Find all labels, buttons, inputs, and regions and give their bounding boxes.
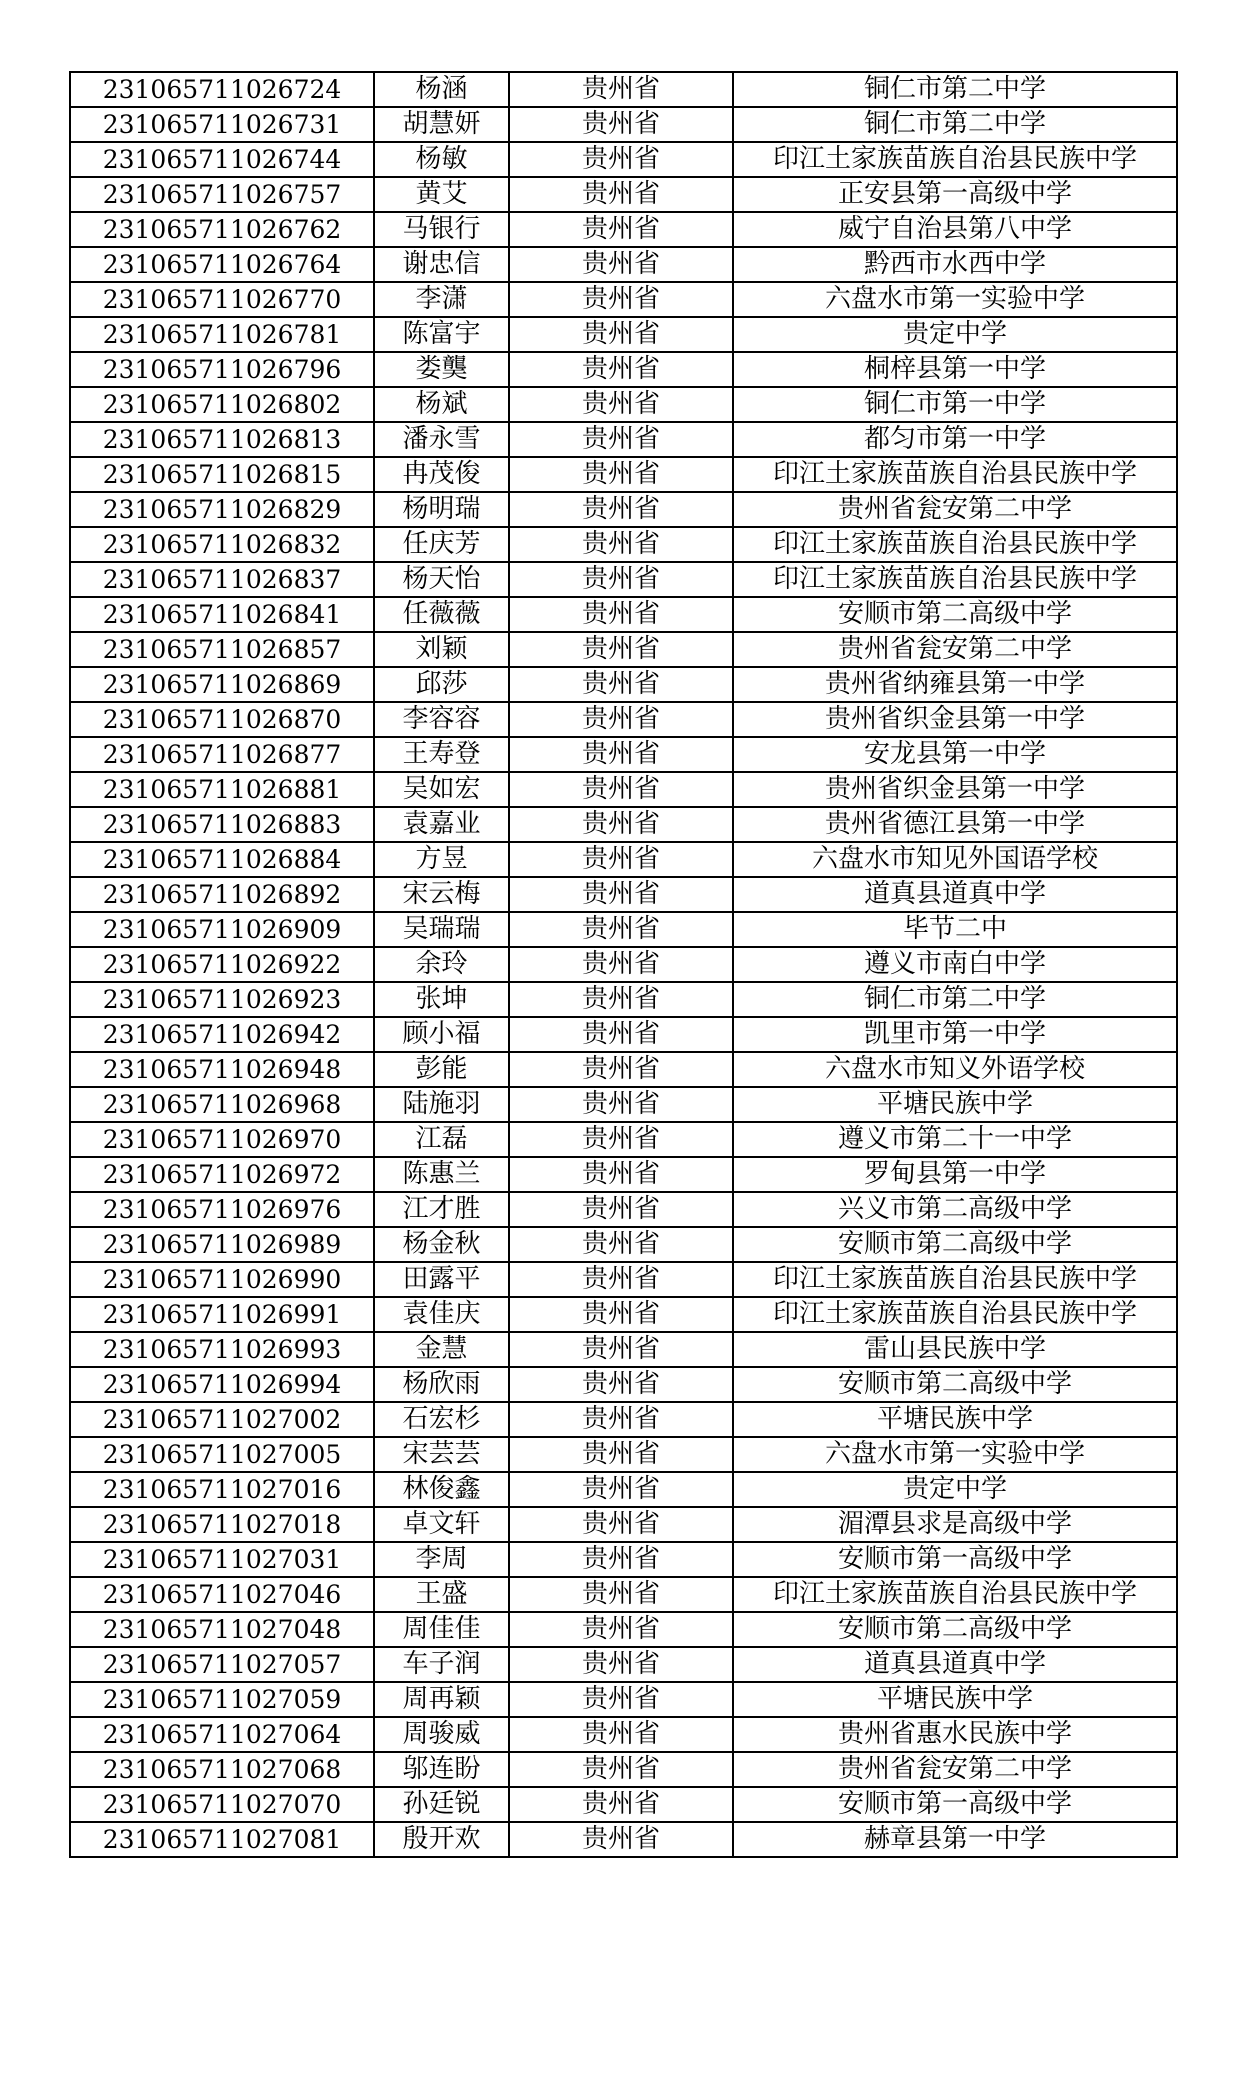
candidate-id-cell: 231065711026724	[70, 72, 374, 107]
table-row	[70, 177, 1177, 212]
student-name-cell: 吴如宏	[374, 772, 509, 807]
student-name-cell: 陈惠兰	[374, 1157, 509, 1192]
table-row	[70, 597, 1177, 632]
province-cell: 贵州省	[509, 212, 733, 247]
school-cell: 安顺市第二高级中学	[733, 597, 1177, 632]
school-cell: 道真县道真中学	[733, 1647, 1177, 1682]
table-row	[70, 877, 1177, 912]
table-row	[70, 1192, 1177, 1227]
province-cell: 贵州省	[509, 1472, 733, 1507]
school-cell: 安顺市第二高级中学	[733, 1367, 1177, 1402]
table-row	[70, 947, 1177, 982]
school-cell: 铜仁市第二中学	[733, 72, 1177, 107]
table-row	[70, 247, 1177, 282]
candidate-id-cell: 231065711026989	[70, 1227, 374, 1262]
province-cell: 贵州省	[509, 807, 733, 842]
student-name-cell: 谢忠信	[374, 247, 509, 282]
province-cell: 贵州省	[509, 737, 733, 772]
student-name-cell: 林俊鑫	[374, 1472, 509, 1507]
school-cell: 平塘民族中学	[733, 1087, 1177, 1122]
candidate-id-cell: 231065711026923	[70, 982, 374, 1017]
candidate-id-cell: 231065711027081	[70, 1822, 374, 1857]
candidate-id-cell: 231065711026884	[70, 842, 374, 877]
candidate-id-cell: 231065711026815	[70, 457, 374, 492]
province-cell: 贵州省	[509, 492, 733, 527]
province-cell: 贵州省	[509, 422, 733, 457]
school-cell: 都匀市第一中学	[733, 422, 1177, 457]
candidate-id-cell: 231065711026994	[70, 1367, 374, 1402]
table-row	[70, 1787, 1177, 1822]
school-cell: 安顺市第二高级中学	[733, 1612, 1177, 1647]
school-cell: 贵定中学	[733, 317, 1177, 352]
table-row	[70, 142, 1177, 177]
province-cell: 贵州省	[509, 1577, 733, 1612]
candidate-id-cell: 231065711026990	[70, 1262, 374, 1297]
candidate-id-cell: 231065711027016	[70, 1472, 374, 1507]
school-cell: 贵州省瓮安第二中学	[733, 632, 1177, 667]
student-name-cell: 李潇	[374, 282, 509, 317]
school-cell: 印江土家族苗族自治县民族中学	[733, 562, 1177, 597]
table-row	[70, 1507, 1177, 1542]
candidate-id-cell: 231065711026813	[70, 422, 374, 457]
school-cell: 印江土家族苗族自治县民族中学	[733, 457, 1177, 492]
school-cell: 安顺市第一高级中学	[733, 1787, 1177, 1822]
school-cell: 贵州省德江县第一中学	[733, 807, 1177, 842]
school-cell: 六盘水市知见外国语学校	[733, 842, 1177, 877]
table-row	[70, 422, 1177, 457]
province-cell: 贵州省	[509, 1087, 733, 1122]
school-cell: 安龙县第一中学	[733, 737, 1177, 772]
school-cell: 六盘水市知义外语学校	[733, 1052, 1177, 1087]
province-cell: 贵州省	[509, 1227, 733, 1262]
province-cell: 贵州省	[509, 1752, 733, 1787]
province-cell: 贵州省	[509, 1682, 733, 1717]
school-cell: 黔西市水西中学	[733, 247, 1177, 282]
school-cell: 湄潭县求是高级中学	[733, 1507, 1177, 1542]
student-name-cell: 娄龑	[374, 352, 509, 387]
school-cell: 赫章县第一中学	[733, 1822, 1177, 1857]
student-name-cell: 宋云梅	[374, 877, 509, 912]
province-cell: 贵州省	[509, 1157, 733, 1192]
school-cell: 铜仁市第二中学	[733, 107, 1177, 142]
table-row	[70, 72, 1177, 107]
student-name-cell: 余玲	[374, 947, 509, 982]
table-row	[70, 912, 1177, 947]
table-row	[70, 107, 1177, 142]
student-name-cell: 马银行	[374, 212, 509, 247]
province-cell: 贵州省	[509, 352, 733, 387]
school-cell: 道真县道真中学	[733, 877, 1177, 912]
student-name-cell: 石宏杉	[374, 1402, 509, 1437]
school-cell: 贵州省织金县第一中学	[733, 702, 1177, 737]
province-cell: 贵州省	[509, 1122, 733, 1157]
province-cell: 贵州省	[509, 1367, 733, 1402]
table-row	[70, 737, 1177, 772]
school-cell: 毕节二中	[733, 912, 1177, 947]
school-cell: 贵州省瓮安第二中学	[733, 492, 1177, 527]
table-row	[70, 212, 1177, 247]
table-row	[70, 317, 1177, 352]
province-cell: 贵州省	[509, 1787, 733, 1822]
table-row	[70, 1647, 1177, 1682]
student-name-cell: 张坤	[374, 982, 509, 1017]
province-cell: 贵州省	[509, 562, 733, 597]
candidate-id-cell: 231065711026942	[70, 1017, 374, 1052]
candidate-id-cell: 231065711026832	[70, 527, 374, 562]
table-row	[70, 1227, 1177, 1262]
school-cell: 平塘民族中学	[733, 1402, 1177, 1437]
school-cell: 罗甸县第一中学	[733, 1157, 1177, 1192]
school-cell: 贵州省瓮安第二中学	[733, 1752, 1177, 1787]
school-cell: 贵州省惠水民族中学	[733, 1717, 1177, 1752]
school-cell: 贵州省织金县第一中学	[733, 772, 1177, 807]
candidate-id-cell: 231065711026976	[70, 1192, 374, 1227]
student-name-cell: 陈富宇	[374, 317, 509, 352]
student-name-cell: 顾小福	[374, 1017, 509, 1052]
table-row	[70, 527, 1177, 562]
table-row	[70, 772, 1177, 807]
candidate-id-cell: 231065711026762	[70, 212, 374, 247]
province-cell: 贵州省	[509, 1717, 733, 1752]
table-row	[70, 1367, 1177, 1402]
province-cell: 贵州省	[509, 877, 733, 912]
table-row	[70, 492, 1177, 527]
table-row	[70, 842, 1177, 877]
student-name-cell: 刘颖	[374, 632, 509, 667]
school-cell: 六盘水市第一实验中学	[733, 282, 1177, 317]
table-row	[70, 1402, 1177, 1437]
school-cell: 雷山县民族中学	[733, 1332, 1177, 1367]
candidate-id-cell: 231065711027057	[70, 1647, 374, 1682]
table-row	[70, 1577, 1177, 1612]
province-cell: 贵州省	[509, 1542, 733, 1577]
province-cell: 贵州省	[509, 457, 733, 492]
school-cell: 六盘水市第一实验中学	[733, 1437, 1177, 1472]
table-row	[70, 1682, 1177, 1717]
student-name-cell: 周佳佳	[374, 1612, 509, 1647]
student-name-cell: 杨涵	[374, 72, 509, 107]
student-name-cell: 邱莎	[374, 667, 509, 702]
province-cell: 贵州省	[509, 282, 733, 317]
table-row	[70, 667, 1177, 702]
candidate-id-cell: 231065711027005	[70, 1437, 374, 1472]
student-name-cell: 李容容	[374, 702, 509, 737]
student-name-cell: 金慧	[374, 1332, 509, 1367]
table-row	[70, 1017, 1177, 1052]
student-name-cell: 袁佳庆	[374, 1297, 509, 1332]
school-cell: 桐梓县第一中学	[733, 352, 1177, 387]
student-name-cell: 周再颖	[374, 1682, 509, 1717]
student-name-cell: 周骏威	[374, 1717, 509, 1752]
student-name-cell: 田露平	[374, 1262, 509, 1297]
school-cell: 安顺市第一高级中学	[733, 1542, 1177, 1577]
table-row	[70, 387, 1177, 422]
table-row	[70, 1822, 1177, 1857]
student-name-cell: 王盛	[374, 1577, 509, 1612]
province-cell: 贵州省	[509, 1612, 733, 1647]
table-row	[70, 1472, 1177, 1507]
table-row	[70, 562, 1177, 597]
province-cell: 贵州省	[509, 72, 733, 107]
student-name-cell: 王寿登	[374, 737, 509, 772]
province-cell: 贵州省	[509, 597, 733, 632]
table-row	[70, 1717, 1177, 1752]
candidate-id-cell: 231065711026802	[70, 387, 374, 422]
candidate-id-cell: 231065711026970	[70, 1122, 374, 1157]
student-name-cell: 彭能	[374, 1052, 509, 1087]
candidate-id-cell: 231065711026796	[70, 352, 374, 387]
student-name-cell: 陆施羽	[374, 1087, 509, 1122]
province-cell: 贵州省	[509, 842, 733, 877]
table-row	[70, 1752, 1177, 1787]
student-name-cell: 胡慧妍	[374, 107, 509, 142]
province-cell: 贵州省	[509, 1052, 733, 1087]
school-cell: 安顺市第二高级中学	[733, 1227, 1177, 1262]
table-row	[70, 1157, 1177, 1192]
student-name-cell: 杨敏	[374, 142, 509, 177]
student-name-cell: 方昱	[374, 842, 509, 877]
candidate-id-cell: 231065711026892	[70, 877, 374, 912]
candidate-id-cell: 231065711026869	[70, 667, 374, 702]
table-row	[70, 1437, 1177, 1472]
student-name-cell: 卓文轩	[374, 1507, 509, 1542]
candidate-id-cell: 231065711026781	[70, 317, 374, 352]
province-cell: 贵州省	[509, 1192, 733, 1227]
school-cell: 印江土家族苗族自治县民族中学	[733, 142, 1177, 177]
student-name-cell: 袁嘉业	[374, 807, 509, 842]
candidate-id-cell: 231065711027018	[70, 1507, 374, 1542]
student-name-cell: 潘永雪	[374, 422, 509, 457]
province-cell: 贵州省	[509, 912, 733, 947]
province-cell: 贵州省	[509, 667, 733, 702]
roster-body	[70, 72, 1177, 1857]
school-cell: 铜仁市第二中学	[733, 982, 1177, 1017]
candidate-id-cell: 231065711027048	[70, 1612, 374, 1647]
table-row	[70, 457, 1177, 492]
student-name-cell: 杨明瑞	[374, 492, 509, 527]
candidate-id-cell: 231065711026764	[70, 247, 374, 282]
student-name-cell: 黄艾	[374, 177, 509, 212]
candidate-id-cell: 231065711026870	[70, 702, 374, 737]
school-cell: 铜仁市第一中学	[733, 387, 1177, 422]
student-name-cell: 江才胜	[374, 1192, 509, 1227]
candidate-id-cell: 231065711026841	[70, 597, 374, 632]
province-cell: 贵州省	[509, 1822, 733, 1857]
student-name-cell: 李周	[374, 1542, 509, 1577]
student-name-cell: 杨欣雨	[374, 1367, 509, 1402]
school-cell: 兴义市第二高级中学	[733, 1192, 1177, 1227]
province-cell: 贵州省	[509, 1262, 733, 1297]
student-name-cell: 吴瑞瑞	[374, 912, 509, 947]
province-cell: 贵州省	[509, 632, 733, 667]
province-cell: 贵州省	[509, 1297, 733, 1332]
candidate-id-cell: 231065711026922	[70, 947, 374, 982]
table-row	[70, 1052, 1177, 1087]
candidate-id-cell: 231065711026757	[70, 177, 374, 212]
province-cell: 贵州省	[509, 1507, 733, 1542]
table-row	[70, 1612, 1177, 1647]
student-name-cell: 宋芸芸	[374, 1437, 509, 1472]
province-cell: 贵州省	[509, 772, 733, 807]
table-row	[70, 807, 1177, 842]
roster-table	[69, 71, 1178, 1858]
candidate-id-cell: 231065711026731	[70, 107, 374, 142]
table-row	[70, 1087, 1177, 1122]
table-row	[70, 1122, 1177, 1157]
candidate-id-cell: 231065711026857	[70, 632, 374, 667]
school-cell: 威宁自治县第八中学	[733, 212, 1177, 247]
province-cell: 贵州省	[509, 387, 733, 422]
school-cell: 印江土家族苗族自治县民族中学	[733, 1262, 1177, 1297]
student-name-cell: 任庆芳	[374, 527, 509, 562]
province-cell: 贵州省	[509, 142, 733, 177]
province-cell: 贵州省	[509, 107, 733, 142]
school-cell: 贵定中学	[733, 1472, 1177, 1507]
province-cell: 贵州省	[509, 1437, 733, 1472]
candidate-id-cell: 231065711027059	[70, 1682, 374, 1717]
table-row	[70, 1542, 1177, 1577]
candidate-id-cell: 231065711026770	[70, 282, 374, 317]
table-row	[70, 982, 1177, 1017]
province-cell: 贵州省	[509, 317, 733, 352]
candidate-id-cell: 231065711026948	[70, 1052, 374, 1087]
province-cell: 贵州省	[509, 947, 733, 982]
candidate-id-cell: 231065711026837	[70, 562, 374, 597]
school-cell: 遵义市南白中学	[733, 947, 1177, 982]
province-cell: 贵州省	[509, 982, 733, 1017]
student-name-cell: 孙廷锐	[374, 1787, 509, 1822]
school-cell: 印江土家族苗族自治县民族中学	[733, 1577, 1177, 1612]
province-cell: 贵州省	[509, 247, 733, 282]
table-row	[70, 632, 1177, 667]
student-name-cell: 江磊	[374, 1122, 509, 1157]
province-cell: 贵州省	[509, 1647, 733, 1682]
candidate-id-cell: 231065711026877	[70, 737, 374, 772]
school-cell: 贵州省纳雍县第一中学	[733, 667, 1177, 702]
candidate-id-cell: 231065711027070	[70, 1787, 374, 1822]
school-cell: 平塘民族中学	[733, 1682, 1177, 1717]
table-row	[70, 1297, 1177, 1332]
student-name-cell: 邬连盼	[374, 1752, 509, 1787]
school-cell: 正安县第一高级中学	[733, 177, 1177, 212]
candidate-id-cell: 231065711027064	[70, 1717, 374, 1752]
province-cell: 贵州省	[509, 1402, 733, 1437]
province-cell: 贵州省	[509, 1017, 733, 1052]
province-cell: 贵州省	[509, 1332, 733, 1367]
school-cell: 印江土家族苗族自治县民族中学	[733, 527, 1177, 562]
candidate-id-cell: 231065711027046	[70, 1577, 374, 1612]
candidate-id-cell: 231065711027002	[70, 1402, 374, 1437]
table-row	[70, 1262, 1177, 1297]
school-cell: 印江土家族苗族自治县民族中学	[733, 1297, 1177, 1332]
province-cell: 贵州省	[509, 702, 733, 737]
student-name-cell: 杨天怡	[374, 562, 509, 597]
student-name-cell: 车子润	[374, 1647, 509, 1682]
student-name-cell: 冉茂俊	[374, 457, 509, 492]
candidate-id-cell: 231065711027068	[70, 1752, 374, 1787]
candidate-id-cell: 231065711026881	[70, 772, 374, 807]
school-cell: 凯里市第一中学	[733, 1017, 1177, 1052]
candidate-id-cell: 231065711026883	[70, 807, 374, 842]
candidate-id-cell: 231065711026972	[70, 1157, 374, 1192]
table-row	[70, 1332, 1177, 1367]
candidate-id-cell: 231065711027031	[70, 1542, 374, 1577]
table-row	[70, 282, 1177, 317]
province-cell: 贵州省	[509, 527, 733, 562]
table-row	[70, 702, 1177, 737]
candidate-id-cell: 231065711026968	[70, 1087, 374, 1122]
student-name-cell: 杨斌	[374, 387, 509, 422]
school-cell: 遵义市第二十一中学	[733, 1122, 1177, 1157]
candidate-id-cell: 231065711026744	[70, 142, 374, 177]
candidate-id-cell: 231065711026991	[70, 1297, 374, 1332]
table-row	[70, 352, 1177, 387]
student-name-cell: 任薇薇	[374, 597, 509, 632]
candidate-id-cell: 231065711026993	[70, 1332, 374, 1367]
student-name-cell: 殷开欢	[374, 1822, 509, 1857]
candidate-id-cell: 231065711026829	[70, 492, 374, 527]
student-name-cell: 杨金秋	[374, 1227, 509, 1262]
province-cell: 贵州省	[509, 177, 733, 212]
candidate-id-cell: 231065711026909	[70, 912, 374, 947]
